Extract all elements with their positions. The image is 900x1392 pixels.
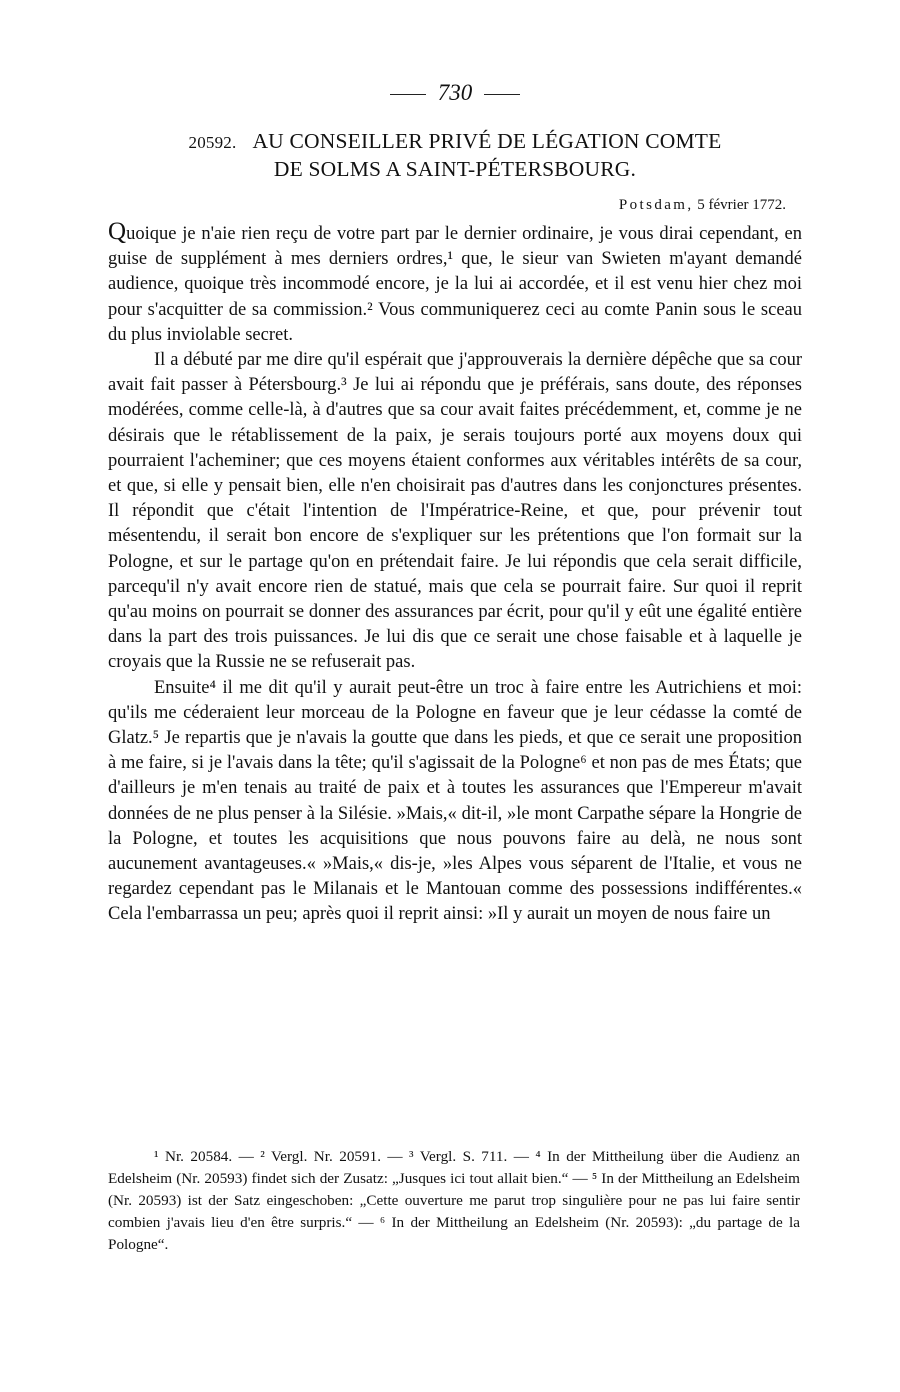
paragraph-1 xyxy=(108,218,802,348)
left-rule xyxy=(390,94,426,95)
dateline-date: 5 février 1772. xyxy=(697,197,786,213)
letter-title-line-2: DE SOLMS A SAINT-PÉTERSBOURG. xyxy=(273,157,637,181)
letter-title-line-1 xyxy=(108,128,802,156)
paragraph-1-text: uoique je n'aie rien reçu de votre part par le dernier ordinaire, je vous dirai cependant, en guise de supplément à mes derniers ordres,¹ que, le sieur van Swieten m'ayant demandé audience, quoique très incommodé encore, je la lui ai accordée, et il est venu hier chez moi pour s'acquitter de sa commission.² Vous communiquerez ceci au comte Panin sous le sceau du plus inviolable secret. xyxy=(108,224,802,345)
page-content xyxy=(108,78,802,928)
right-rule xyxy=(484,94,520,95)
page-number-value: 730 xyxy=(437,80,473,105)
letter-title-1: AU CONSEILLER PRIVÉ DE LÉGATION COMTE xyxy=(252,129,722,153)
footnotes xyxy=(108,1146,800,1256)
paragraph-2: Il a débuté par me dire qu'il espérait que j'approuverais la dernière dépêche que sa cour avait fait passer à Pétersbourg.³ Je lui ai répondu que je préférais, sans doute, des réponses modérées, comme celle-là, à d'autres que sa cour avait faites précédemment, et, comme je ne désirais que le rétablissement de la paix, je serais toujours porté aux moyens doux qui pourraient l'acheminer; que ces moyens étaient conformes aux véritables intérêts de sa cour, et que, si elle y pensait bien, elle n'en choisirait pas d'autres dans les conjonctures présentes. Il répondit que c'était l'intention de l'Impératrice-Reine, et que, pour prévenir tout mésentendu, il serait bon encore de s'expliquer sur les prétentions que l'on formait sur la Pologne, et sur le partage qu'on en prétendait faire. Je lui répondis que cela serait difficile, parcequ'il n'y avait encore rien de statué, mais que cela se pourrait faire. Sur quoi il reprit qu'au moins on pourrait se donner des assurances par écrit, pour qu'il y eût une égalité entière dans la part des trois puissances. Je lui dis que ce serait une chose faisable et à laquelle je croyais que la Russie ne se refuserait pas. xyxy=(108,350,802,673)
dateline xyxy=(108,194,786,216)
letter-body xyxy=(108,218,802,928)
paragraph-3: Ensuite⁴ il me dit qu'il y aurait peut-être un troc à faire entre les Autrichiens et moi: qu'ils me céderaient leur morceau de la Pologne en faveur que je leur cédasse la comté de Glatz.⁵ Je repartis que je n'avais la goutte que dans les pieds, et que ce serait une proposition à me faire, si je l'avais dans la tête; qu'il s'agissait de la Pologne⁶ et non pas de mes États; que d'ailleurs je m'en tenais au traité de paix et à toutes les assurances que l'Empereur m'avait données de ne plus penser à la Silésie. »Mais,« dit-il, »le mont Carpathe sépare la Hongrie de la Pologne, et toutes les acquisitions que nous pouvons faire au delà, ne nous sont aucunement avantageuses.« »Mais,« dis-je, »les Alpes vous séparent de l'Italie, et vous ne regardez cependant pas le Milanais et le Mantouan comme des possessions indifférentes.« Cela l'embarrassa un peu; après quoi il reprit ainsi: »Il y aurait un moyen de nous faire un xyxy=(108,677,802,925)
letter-heading xyxy=(108,128,802,182)
page-number xyxy=(108,78,802,108)
drop-cap: Q xyxy=(108,218,127,245)
dateline-place: Potsdam, xyxy=(618,197,694,213)
footnotes-text: ¹ Nr. 20584. — ² Vergl. Nr. 20591. — ³ Vergl. S. 711. — ⁴ In der Mittheilung über die Audienz an Edelsheim (Nr. 20593) findet sich der Zusatz: „Jusques ici tout allait bien.“ — ⁵ In der Mittheilung an Edelsheim (Nr. 20593) ist der Satz eingeschoben: „Cette ouverture me parut trop singulière pour ne pas lui faire sentir combien j'avais lieu d'en être surpris.“ — ⁶ In der Mittheilung an Edelsheim (Nr. 20593): „du partage de la Pologne“. xyxy=(108,1148,800,1253)
letter-number: 20592. xyxy=(188,133,237,152)
